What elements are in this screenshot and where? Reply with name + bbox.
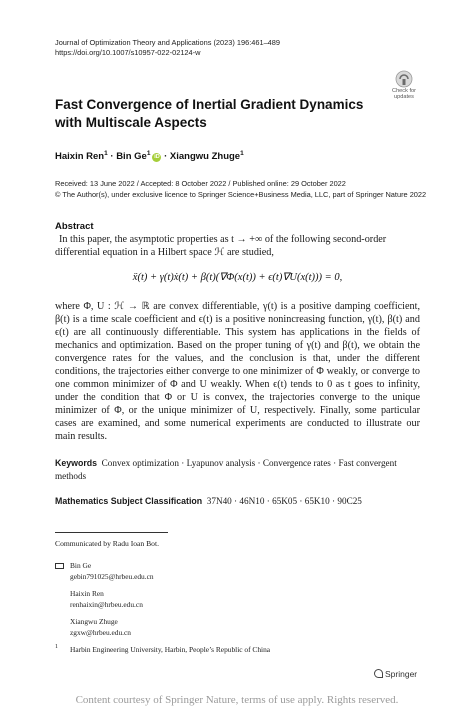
contact-entry <box>70 588 143 610</box>
author-name: Bin Ge <box>116 151 147 163</box>
abstract-body: where Φ, U : ℋ → ℝ are convex differentiable, γ(t) is a positive damping coefficient, β(t) is a time scale coefficient and ϵ(t) is a positive nonincreasing function, γ(t), β(t) and ϵ(t) are all continuously differentiable. This system has applications in the fields of mechanics and optimization. Based on the proper tuning of γ(t) and β(t), we obtain the convergence rates for the values, and the conclusion is that, under the different conditions, the trajectories either converge to one minimizer of Φ weakly, or converge to one common minimizer of Φ and U weakly. When ϵ(t) tends to 0 as t goes to infinity, under the condition that Φ or U is convex, the trajectories converge to the unique minimizer of Φ, or the unique minimizer of U, respectively. Finally, some particular cases are examined, and some numerical experiments are conducted to illustrate our main results. <box>55 301 420 442</box>
springer-logo <box>374 669 417 679</box>
envelope-icon <box>55 563 64 569</box>
springer-horse-icon <box>374 669 383 678</box>
contact-name: Xiangwu Zhuge <box>70 617 118 626</box>
keywords <box>55 457 420 482</box>
msc-codes: 37N40 · 46N10 · 65K05 · 65K10 · 90C25 <box>206 496 362 506</box>
badge-line-2: updates <box>394 94 414 101</box>
badge-line-1: Check for <box>392 88 416 94</box>
courtesy-watermark: Content courtesy of Springer Nature, terms of use apply. Rights reserved. <box>75 694 399 706</box>
keywords-text: Convex optimization · Lyapunov analysis · Convergence rates · Fast convergent methods <box>55 458 397 481</box>
affiliation-number: 1 <box>55 644 58 650</box>
contact-email[interactable]: gebin791025@hrbeu.edu.cn <box>70 572 154 581</box>
contact-email[interactable]: renhaixin@hrbeu.edu.cn <box>70 600 143 609</box>
author-affiliation-mark: 1 <box>146 150 151 157</box>
contact-name: Haixin Ren <box>70 589 104 598</box>
author-separator: · <box>161 151 170 163</box>
contact-name: Bin Ge <box>70 561 92 570</box>
affiliation-text: Harbin Engineering University, Harbin, People’s Republic of China <box>70 645 271 654</box>
author-affiliation-mark: 1 <box>240 150 244 157</box>
contact-email[interactable]: zgxw@hrbeu.edu.cn <box>70 628 131 637</box>
msc-label: Mathematics Subject Classification <box>55 496 203 506</box>
abstract-intro-text: In this paper, the asymptotic properties as t → +∞ of the following second-order differential equation in a Hilbert space ℋ are studied, <box>55 234 387 258</box>
orcid-icon[interactable]: iD <box>154 154 160 161</box>
author-separator: · <box>107 151 117 163</box>
author-list <box>55 150 244 162</box>
contact-entry <box>70 616 131 638</box>
display-equation: ẍ(t) + γ(t)ẋ(t) + β(t)(∇Φ(x(t)) + ϵ(t)∇U(x(t))) = 0, <box>132 272 343 283</box>
contact-entry <box>70 560 154 582</box>
abstract-intro <box>55 233 420 259</box>
footnote-divider <box>55 532 168 533</box>
publication-dates: Received: 13 June 2022 / Accepted: 8 October 2022 / Published online: 29 October 2022 <box>55 179 346 188</box>
check-for-updates-badge[interactable] <box>383 88 425 101</box>
journal-citation: Journal of Optimization Theory and Applications (2023) 196:461–489 <box>55 38 281 47</box>
keywords-label: Keywords <box>55 458 98 468</box>
author-name: Haixin Ren <box>55 151 105 163</box>
abstract-heading: Abstract <box>55 221 94 232</box>
communicated-by: Communicated by Radu Ioan Bot. <box>55 539 159 548</box>
doi-link[interactable]: https://doi.org/10.1007/s10957-022-02124-w <box>55 48 201 57</box>
article-title: Fast Convergence of Inertial Gradient Dynamics with Multiscale Aspects <box>55 97 364 130</box>
msc-classification <box>55 496 362 506</box>
author-affiliation-mark: 1 <box>104 150 108 157</box>
publisher-name: Springer <box>385 669 418 679</box>
copyright-notice: © The Author(s), under exclusive licence to Springer Science+Business Media, LLC, part of Springer Nature 2022 <box>55 190 427 199</box>
author-name: Xiangwu Zhuge <box>169 151 241 163</box>
